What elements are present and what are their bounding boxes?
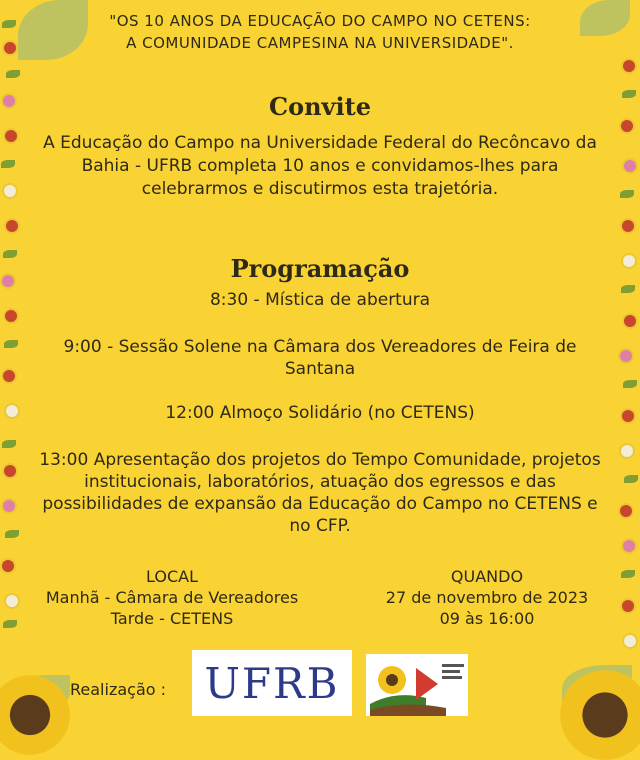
event-time: 09 às 16:00 <box>439 609 535 628</box>
programming-heading: Programação <box>230 254 410 283</box>
ufrb-logo <box>192 650 352 716</box>
schedule-item-1200: 12:00 Almoço Solidário (no CETENS) <box>165 403 475 423</box>
left-floral-border <box>0 0 22 735</box>
location-afternoon: Tarde - CETENS <box>110 609 234 628</box>
date-heading: QUANDO <box>450 567 524 586</box>
educacao-do-campo-logo <box>366 654 468 716</box>
organizers-label: Realização : <box>70 680 167 699</box>
location-block <box>22 566 322 629</box>
event-title-line-2: A COMUNIDADE CAMPESINA NA UNIVERSIDADE". <box>126 34 514 52</box>
schedule-item-1300: 13:00 Apresentação dos projetos do Tempo Comunidade, projetos institucionais, laboratórios, atuação dos egressos e das possibilidades de expansão da Educação do Campo no CETENS e no CFP. <box>39 450 601 536</box>
ufrb-logo-text: UFRB <box>204 658 340 708</box>
location-heading: LOCAL <box>146 567 198 586</box>
educacao-do-campo-logo-graphic <box>366 654 468 716</box>
event-title-line-1: "OS 10 ANOS DA EDUCAÇÃO DO CAMPO NO CETENS: <box>109 12 531 30</box>
event-date: 27 de novembro de 2023 <box>385 588 589 607</box>
location-morning: Manhã - Câmara de Vereadores <box>45 588 299 607</box>
event-title <box>22 10 618 54</box>
schedule-item-0830: 8:30 - Mística de abertura <box>209 290 431 310</box>
invitation-content <box>22 0 618 735</box>
schedule-item-0900: 9:00 - Sessão Solene na Câmara dos Vereadores de Feira de Santana <box>63 337 577 379</box>
invite-heading: Convite <box>269 92 371 121</box>
date-block <box>342 566 632 629</box>
invite-text: A Educação do Campo na Universidade Federal do Recôncavo da Bahia - UFRB completa 10 anos e convidamos-lhes para celebrarmos e discutirmos esta trajetória. <box>43 133 597 199</box>
